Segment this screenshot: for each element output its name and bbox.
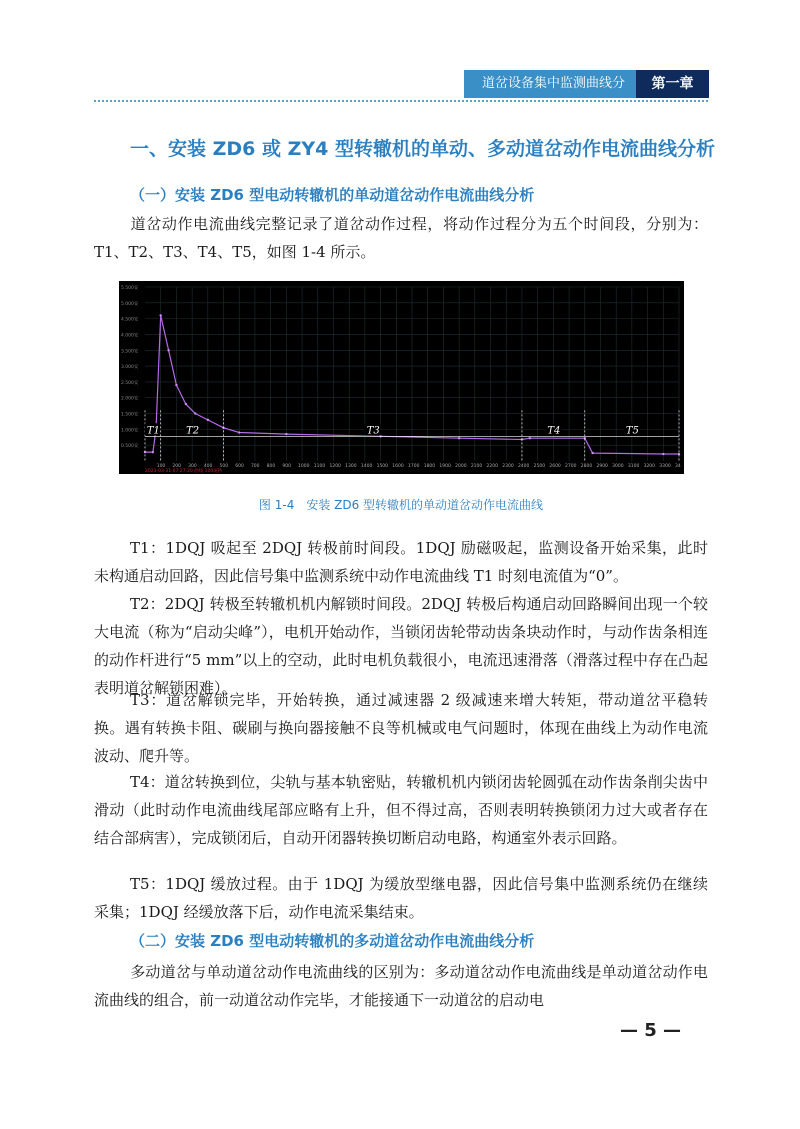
paragraph-t2: T2：2DQJ 转极至转辙机机内解锁时间段。2DQJ 转极后构通启动回路瞬间出现一个较大电流（称为“启动尖峰”），电机开始动作，当锁闭齿轮带动齿条块动作时，与动作齿条相连的动作杆进行“5 mm”以上的空动，此时电机负载很小，电流迅速滑落（滑落过程中存在凸起表明道岔解锁困难）。 xyxy=(94,595,708,697)
data-point xyxy=(175,384,177,386)
paragraph-t3: T3：道岔解锁完毕，开始转换，通过减速器 2 级减速来增大转矩，带动道岔平稳转换。遇有转换卡阻、碳刷与换向器接触不良等机械或电气问题时，体现在曲线上为动作电流波动、爬升等。 xyxy=(94,691,708,765)
segment-label: T2 xyxy=(186,425,200,437)
data-point xyxy=(194,412,196,414)
data-point xyxy=(152,451,154,453)
x-tick-label: 3100 xyxy=(627,464,640,469)
x-tick-label: 300 xyxy=(188,464,197,469)
y-tick-label: 1.500安 xyxy=(121,412,139,418)
section-title: 道岔设备集中监测曲线分析 xyxy=(464,70,636,98)
paragraph-intro: 道岔动作电流曲线完整记录了道岔动作过程，将动作过程分为五个时间段，分别为：T1、T2、T3、T4、T5，如图 1-4 所示。 xyxy=(94,215,708,261)
x-tick-label: 1700 xyxy=(408,464,420,469)
x-tick-label: 800 xyxy=(266,464,276,469)
x-tick-label: 2300 xyxy=(502,464,514,469)
chapter-label: 第一章 xyxy=(636,70,709,98)
data-point xyxy=(160,314,162,316)
y-tick-label: 0.500安 xyxy=(121,444,139,450)
x-tick-label: 500 xyxy=(219,464,229,469)
paragraph-t1: T1：1DQJ 吸起至 2DQJ 转极前时间段。1DQJ 励磁吸起，监测设备开始采集，此时未构通启动回路，因此信号集中监测系统中动作电流曲线 T1 时刻电流值为“0”。 xyxy=(94,539,708,585)
current-curve-chart xyxy=(119,281,684,474)
y-tick-label: 2.000安 xyxy=(121,396,139,402)
paragraph-t4: T4：道岔转换到位，尖轨与基本轨密贴，转辙机机内锁闭齿轮圆弧在动作齿条削尖齿中滑动（此时动作电流曲线尾部应略有上升，但不得过高，否则表明转换锁闭力过大或者存在结合部病害），完成锁闭后，自动开闭器转换切断启动电路，构通室外表示回路。 xyxy=(94,773,708,847)
y-tick-label: 1.000安 xyxy=(121,428,139,434)
paragraph-t5: T5：1DQJ 缓放过程。由于 1DQJ 为缓放型继电器，因此信号集中监测系统仍在继续采集；1DQJ 经缓放落下后，动作电流采集结束。 xyxy=(94,875,708,921)
x-tick-label: 1800 xyxy=(423,464,436,469)
x-tick-label: 1500 xyxy=(376,464,389,469)
x-tick-label: 3200 xyxy=(643,464,656,469)
figure-caption: 图 1-4 安装 ZD6 型转辙机的单动道岔动作电流曲线 xyxy=(258,498,544,512)
x-tick-label: 2200 xyxy=(486,464,498,469)
x-tick-label: 1400 xyxy=(360,464,373,469)
x-tick-label: 700 xyxy=(250,464,260,469)
subsection-heading-2: （二）安装 ZD6 型电动转辙机的多动道岔动作电流曲线分析 xyxy=(130,932,535,950)
y-tick-label: 4.500安 xyxy=(121,317,139,323)
x-tick-label: 2700 xyxy=(565,464,577,469)
chart-svg xyxy=(119,281,684,474)
x-tick-label: 2600 xyxy=(549,464,561,469)
y-tick-label: 5.000安 xyxy=(121,301,139,307)
x-tick-label: 3300 xyxy=(659,464,671,469)
x-tick-label: 2000 xyxy=(455,464,467,469)
segment-label: T4 xyxy=(547,425,561,437)
x-tick-label: 3000 xyxy=(612,464,624,469)
segment-label: T3 xyxy=(366,425,380,437)
x-tick-label: 2800 xyxy=(580,464,593,469)
x-tick-label: 34 xyxy=(675,464,681,469)
x-tick-label: 200 xyxy=(172,464,182,469)
x-tick-label: 2100 xyxy=(470,464,483,469)
y-tick-label: 3.500安 xyxy=(121,349,139,355)
y-tick-label: 5.500安 xyxy=(121,286,139,291)
segment-label: T5 xyxy=(625,425,639,437)
data-point xyxy=(185,403,187,405)
segment-label: T1 xyxy=(146,425,160,437)
subsection-heading-1: （一）安装 ZD6 型电动转辙机的单动道岔动作电流曲线分析 xyxy=(130,186,535,204)
data-point xyxy=(591,452,593,454)
x-tick-label: 1900 xyxy=(439,464,451,469)
x-tick-label: 1200 xyxy=(329,464,341,469)
header-divider xyxy=(94,100,708,102)
x-tick-label: 1000 xyxy=(298,464,310,469)
x-tick-label: 2400 xyxy=(517,464,530,469)
paragraph-multi: 多动道岔与单动道岔动作电流曲线的区别为：多动道岔动作电流曲线是单动道岔动作电流曲线的组合，前一动道岔动作完毕，才能接通下一动道岔的启动电 xyxy=(94,963,708,1009)
data-point xyxy=(529,437,531,439)
x-tick-label: 600 xyxy=(235,464,244,469)
x-tick-label: 900 xyxy=(282,464,291,469)
data-point xyxy=(238,431,240,433)
data-point xyxy=(285,433,287,435)
y-tick-label: 2.500安 xyxy=(121,380,139,386)
running-header xyxy=(464,70,709,119)
page-number: — 5 — xyxy=(620,1020,682,1041)
y-tick-label: 3.000安 xyxy=(121,365,139,371)
x-tick-label: 100 xyxy=(156,464,166,469)
x-tick-label: 1100 xyxy=(313,464,326,469)
x-tick-label: 400 xyxy=(203,464,213,469)
section-heading: 一、安装 ZD6 或 ZY4 型转辙机的单动、多动道岔动作电流曲线分析 xyxy=(130,138,715,160)
y-tick-label: 4.000安 xyxy=(121,333,139,339)
x-tick-label: 2900 xyxy=(596,464,608,469)
x-tick-label: 1600 xyxy=(392,464,404,469)
x-tick-label: 1300 xyxy=(345,464,357,469)
data-point xyxy=(207,419,209,421)
chart-footer: 2023-03-31 07:27:20 曲线 100毫秒 xyxy=(145,469,223,474)
data-point xyxy=(662,453,664,455)
data-point xyxy=(458,437,460,439)
x-tick-label: 2500 xyxy=(533,464,546,469)
data-point xyxy=(167,349,169,351)
